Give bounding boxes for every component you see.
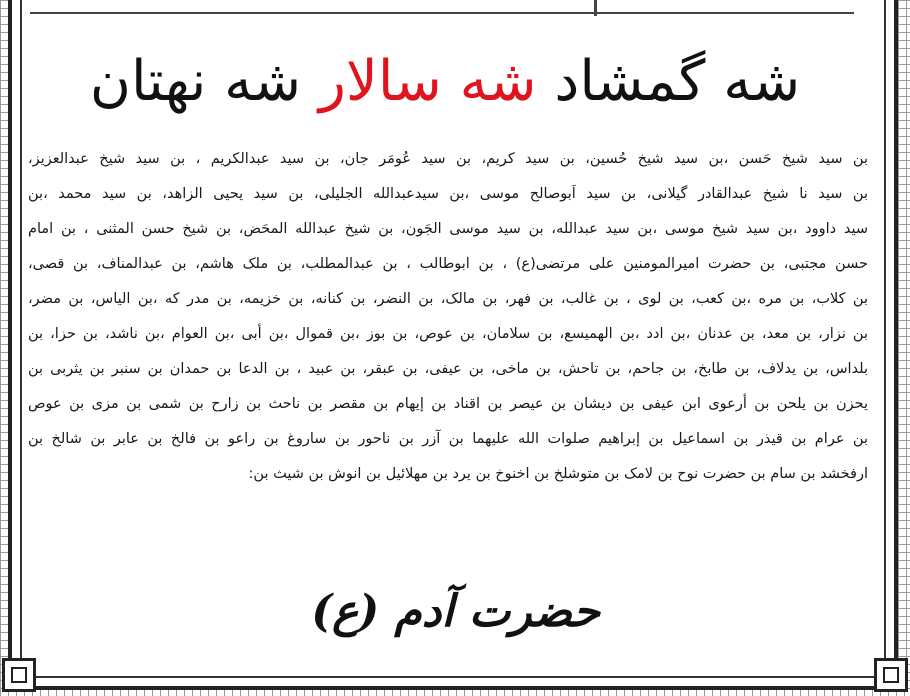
lineage-text <box>28 142 868 492</box>
lineage-line-3: سید داوود ،بن سید شیخ موسی ،بن سید عبدالله، بن سید موسی الجَون، بن شیخ عبدالله المحَض، بن شیخ حسن المثنی ، بن امام <box>28 221 868 237</box>
top-rule <box>30 12 854 14</box>
corner-ornament-left <box>2 658 36 692</box>
lineage-line-5: بن کلاب، بن مره ،بن کعب، بن لوی ، بن غالب، بن فهر، بن مالک، بن النضر، بن کنانه، بن خزیمه، بن مدر که ،بن الیاس، بن مضر، <box>28 291 868 307</box>
lineage-line-6: بن نزار، بن معد، بن عدنان ،بن ادد ،بن الهمیسع، بن سلامان، بن عوص، بن بوز ،بن قموال ،بن أبی ،بن العوام ،بن ناشد، بن حزا، بن <box>28 326 868 342</box>
title-part-1: شه گمشاد <box>554 49 801 114</box>
lineage-line-8: یحزن بن یلحن بن أرعوی ابن عیفی بن دیشان بن عیصر بن اقناد بن إیهام بن مقصر بن ناحث بن زارح بن شمی بن مزی بن عوص <box>28 396 868 412</box>
lineage-line-10: ارفخشد بن سام بن حضرت نوح بن لامک بن متوشلخ بن اخنوخ بن یرد بن مهلائیل بن انوش بن شیث بن: <box>248 466 868 482</box>
lineage-line-1: بن سید شیخ حَسن ،بن سید شیخ حُسین، بن سید کریم، بن سید عُومَر جان، بن سید عبدالکریم ، بن سید شیخ عبدالعزیز، <box>28 151 868 167</box>
left-border-grid <box>0 0 8 690</box>
calligraphy-signature: حضرت آدم (ع) <box>311 586 600 637</box>
title-part-3: شه نهتان <box>89 49 302 114</box>
corner-ornament-right <box>874 658 908 692</box>
lineage-line-9: بن عرام بن قیذر بن اسماعیل بن إبراهیم صلوات الله علیهما بن آزر بن ناحور بن ساروغ بن راعو بن فالخ بن عابر بن شالخ بن <box>28 431 868 447</box>
lineage-line-4: حسن مجتبی، بن حضرت امیرالمومنین علی مرتضی(ع) ، بن ابوطالب ، بن عبدالمطلب، بن ملک هاشم، بن عبدالمناف، بن قصی، <box>28 256 868 272</box>
lineage-line-7: بلداس، بن یدلاف، بن طابخ، بن جاحم، بن تاحش، بن ماخی، بن عیفی، بن عبقر، بن عبید ، بن الدعا بن حمدان بن سنبر بن یثربی بن <box>28 361 868 377</box>
page-title <box>30 42 860 122</box>
top-divider-tick <box>594 0 597 16</box>
title-part-highlight: شه سالار <box>318 49 537 114</box>
lineage-line-2: بن سید نا شیخ عبدالقادر گیلانی، بن سید اَبوصالح موسی ،بن سیدعبدالله الجلیلی، بن سید یحیی الزاهد، بن سید محمد ،بن <box>28 186 868 202</box>
right-border-grid <box>898 0 910 690</box>
